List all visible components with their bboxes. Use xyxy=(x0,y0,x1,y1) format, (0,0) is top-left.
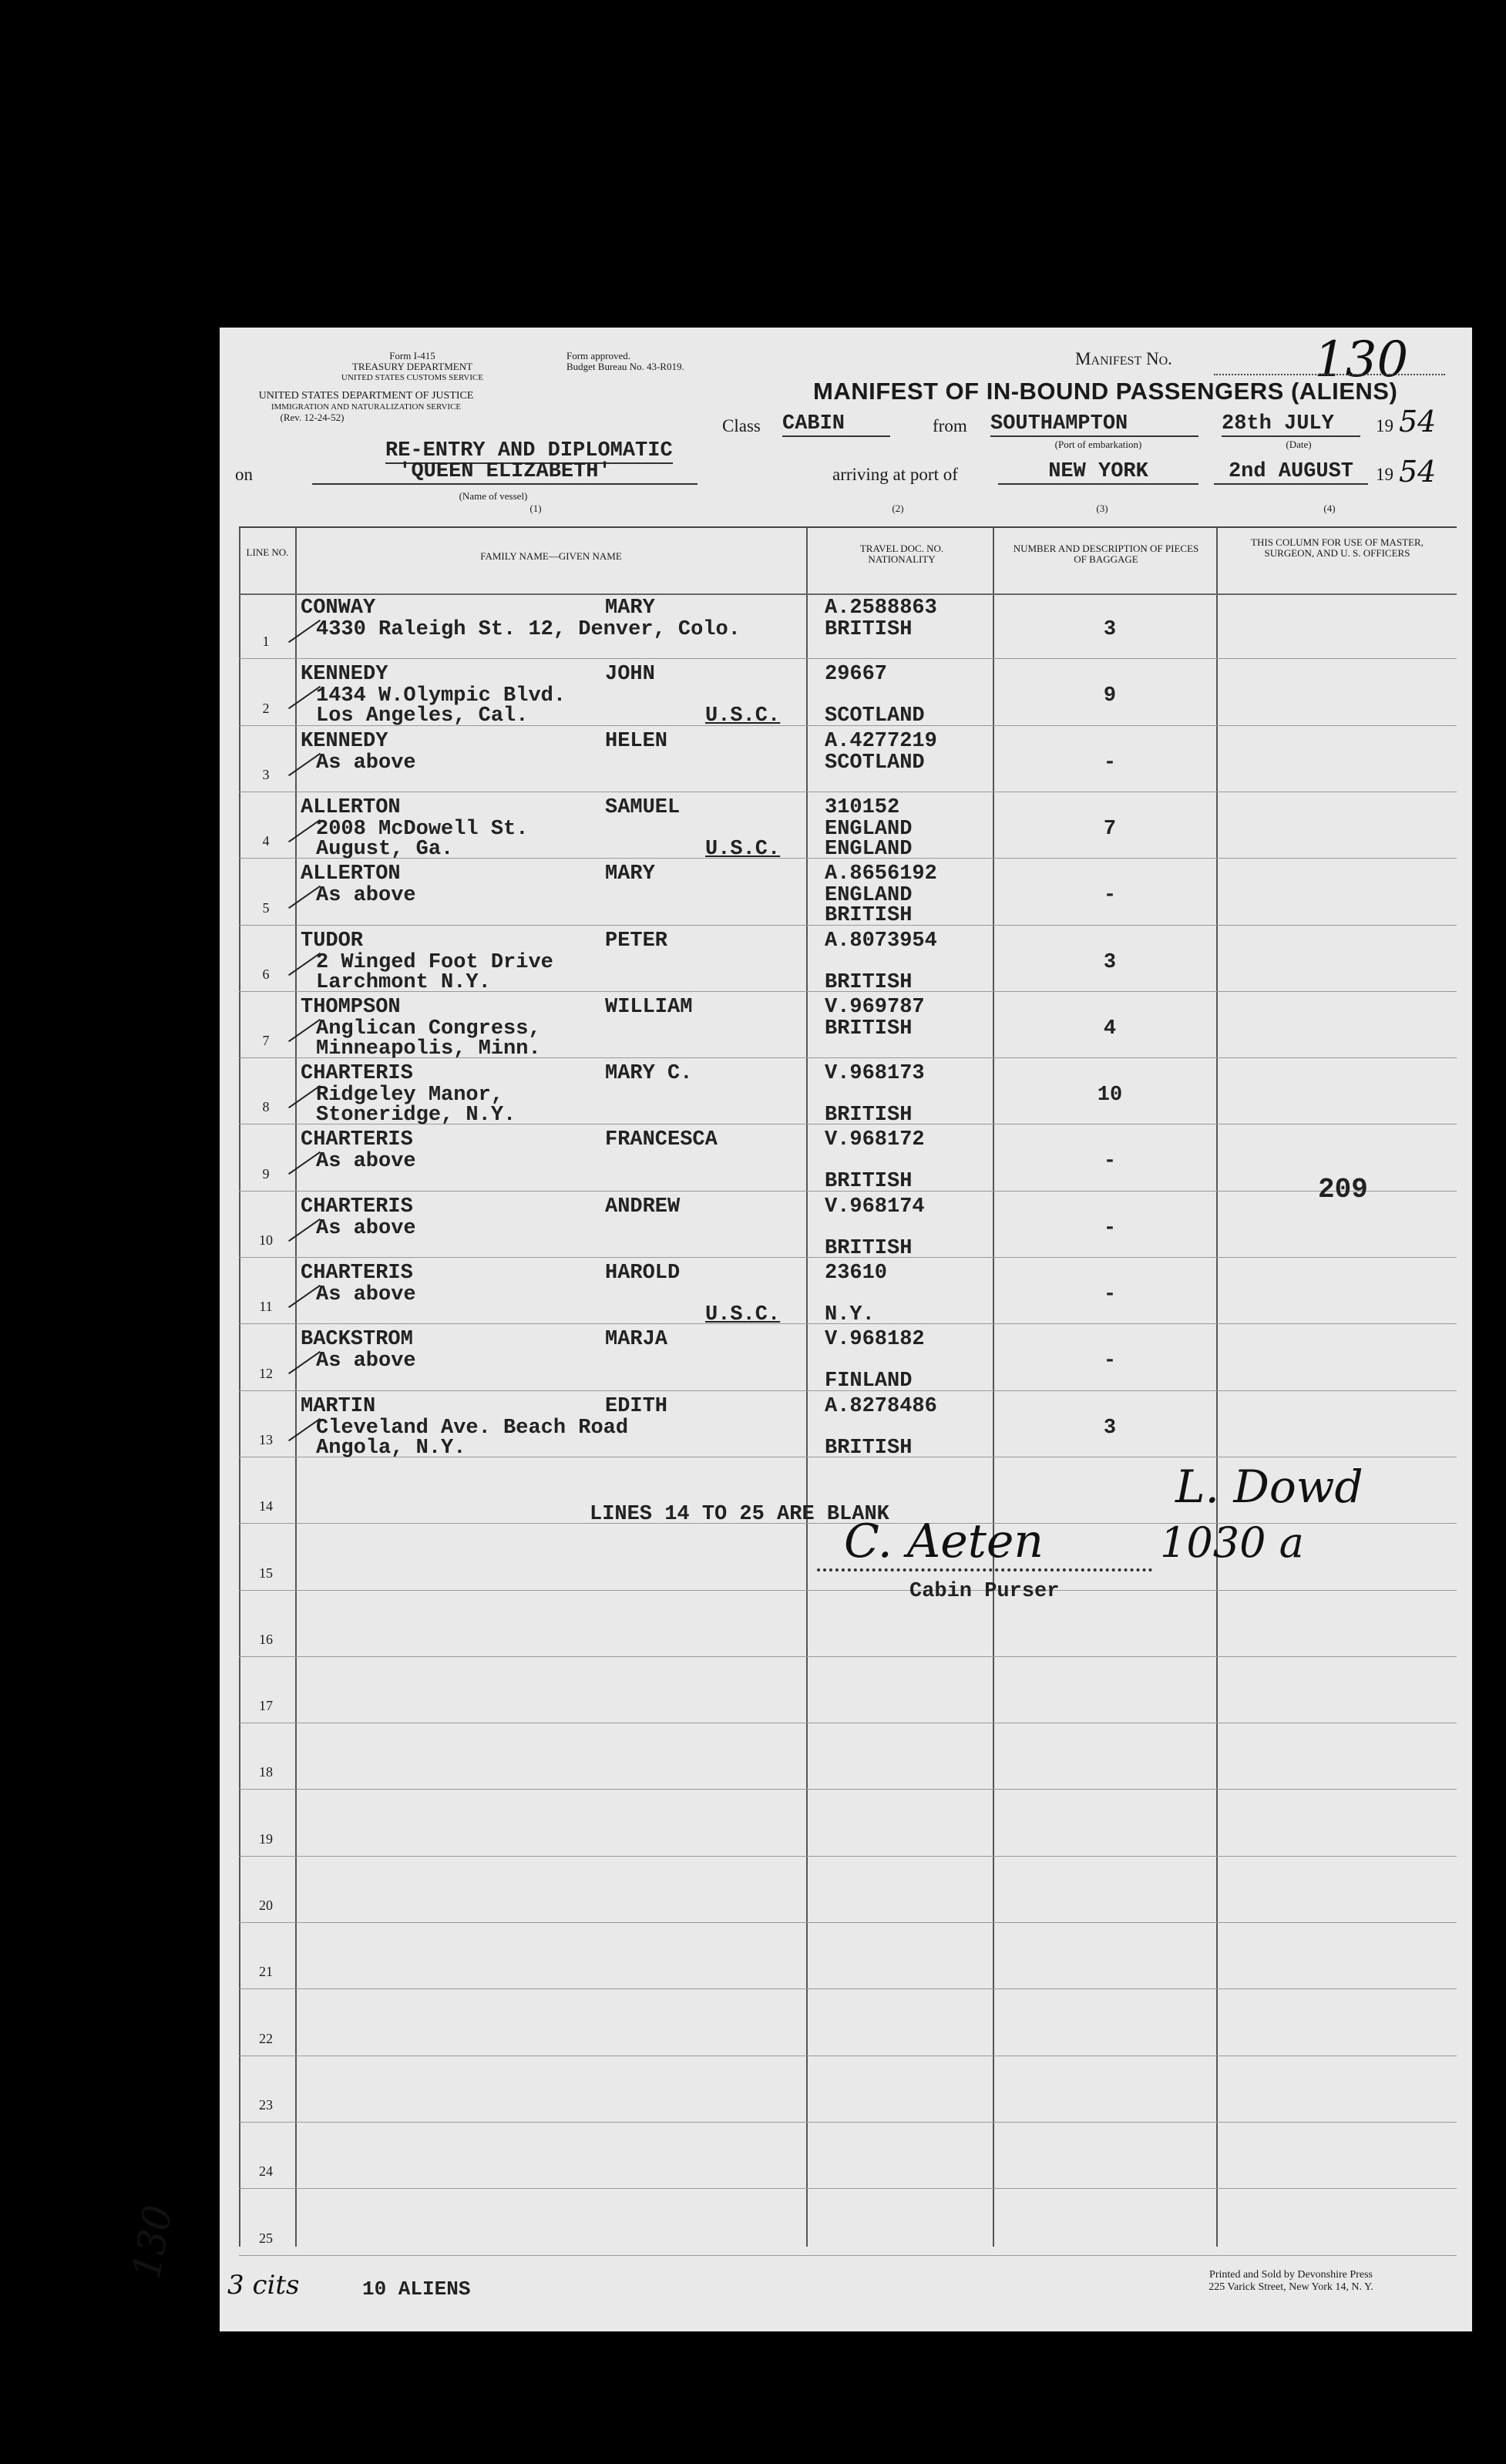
line-number: 21 xyxy=(259,1964,273,1979)
header-officers: THIS COLUMN FOR USE OF MASTER, SURGEON, AND U. S. OFFICERS xyxy=(1251,536,1424,559)
family-name: KENNEDY xyxy=(301,730,388,753)
line-number: 2 xyxy=(262,701,270,716)
line-number: 23 xyxy=(259,2097,273,2113)
purser-label: Cabin Purser xyxy=(909,1580,1060,1603)
baggage-count: 3 xyxy=(1103,618,1117,641)
form-revision: (Rev. 12-24-52) xyxy=(280,412,345,423)
on-label: on xyxy=(235,465,253,484)
line-number: 4 xyxy=(262,833,270,849)
address-line-2: Los Angeles, Cal. xyxy=(316,704,529,728)
row-rule xyxy=(239,1856,1457,1857)
given-name: FRANCESCA xyxy=(605,1128,718,1151)
travel-doc-no: V.968174 xyxy=(825,1195,925,1219)
baggage-count: - xyxy=(1103,751,1117,775)
line-number: 18 xyxy=(259,1764,273,1780)
manifest-no-label: Manifest No. xyxy=(1075,349,1172,368)
baggage-count: - xyxy=(1103,884,1117,907)
class-value: CABIN xyxy=(782,412,890,437)
baggage-count: 4 xyxy=(1103,1017,1117,1040)
baggage-count: - xyxy=(1103,1150,1117,1173)
given-name: JOHN xyxy=(605,663,655,686)
travel-doc-no: V.969787 xyxy=(825,996,925,1019)
row-rule xyxy=(239,1789,1457,1790)
nationality-2: ENGLAND xyxy=(825,838,913,861)
family-name: CHARTERIS xyxy=(301,1262,413,1285)
citizenship: U.S.C. xyxy=(705,1303,781,1326)
travel-doc-no: A.4277219 xyxy=(825,730,937,753)
punch-hole xyxy=(131,382,170,420)
address-line-1: Cleveland Ave. Beach Road xyxy=(316,1417,629,1440)
address-line-1: 2008 McDowell St. xyxy=(316,818,529,841)
line-number: 14 xyxy=(259,1498,273,1514)
travel-doc-no: A.8073954 xyxy=(825,929,937,953)
nationality-2: BRITISH xyxy=(825,1104,913,1127)
family-name: CONWAY xyxy=(301,597,376,620)
travel-doc-no: A.8656192 xyxy=(825,862,937,886)
travel-doc-no: V.968172 xyxy=(825,1128,925,1151)
row-rule xyxy=(239,2255,1457,2256)
margin-number: 130 xyxy=(123,2201,181,2283)
vessel-caption: (Name of vessel) xyxy=(459,490,528,502)
given-name: EDITH xyxy=(605,1395,668,1418)
family-name: BACKSTROM xyxy=(301,1328,413,1351)
line-number: 6 xyxy=(262,966,270,982)
citizenship: U.S.C. xyxy=(705,704,781,728)
given-name: ANDREW xyxy=(605,1195,681,1219)
baggage-count: 3 xyxy=(1103,951,1117,974)
form-approved: Form approved. xyxy=(566,350,631,361)
dept-treasury: TREASURY DEPARTMENT xyxy=(351,361,473,372)
col-num-3: (3) xyxy=(1096,503,1108,514)
document-title: MANIFEST OF IN-BOUND PASSENGERS (ALIENS) xyxy=(813,378,1398,405)
line-number: 12 xyxy=(259,1366,273,1381)
punch-hole xyxy=(131,482,170,520)
address-line-1: As above xyxy=(316,1217,416,1240)
arrival-port-value: NEW YORK xyxy=(998,460,1198,485)
baggage-count: 7 xyxy=(1103,818,1117,841)
vessel-value: 'QUEEN ELIZABETH' xyxy=(312,460,698,485)
line-number: 13 xyxy=(259,1432,273,1447)
address-line-1: As above xyxy=(316,751,416,775)
address-line-1: Ridgeley Manor, xyxy=(316,1084,504,1107)
nationality-2: BRITISH xyxy=(825,904,913,927)
address-line-2: August, Ga. xyxy=(316,838,454,861)
punch-hole xyxy=(131,1892,170,1931)
arrival-date-value: 2nd AUGUST xyxy=(1214,460,1368,485)
family-name: CHARTERIS xyxy=(301,1195,413,1219)
line-number: 19 xyxy=(259,1831,273,1847)
line-number: 15 xyxy=(259,1565,273,1581)
family-name: THOMPSON xyxy=(301,996,401,1019)
year-prefix-1: 19 xyxy=(1376,416,1393,435)
baggage-count: - xyxy=(1103,1283,1117,1306)
family-name: ALLERTON xyxy=(301,862,401,886)
family-name: MARTIN xyxy=(301,1395,376,1418)
given-name: HAROLD xyxy=(605,1262,681,1285)
line-number: 20 xyxy=(259,1898,273,1913)
address-line-1: As above xyxy=(316,1350,416,1373)
line-number: 11 xyxy=(259,1299,273,1314)
header-name: FAMILY NAME—GIVEN NAME xyxy=(480,550,622,562)
line-number: 10 xyxy=(259,1232,273,1248)
punch-hole xyxy=(131,1638,170,1676)
baggage-count: 10 xyxy=(1097,1084,1123,1107)
address-line-1: 1434 W.Olympic Blvd. xyxy=(316,684,566,708)
purser-signature: C. Aeten xyxy=(844,1514,1044,1568)
class-label: Class xyxy=(722,416,761,435)
line-number: 22 xyxy=(259,2031,273,2046)
line-number: 17 xyxy=(259,1698,273,1713)
nationality-2: BRITISH xyxy=(825,1437,913,1460)
baggage-count: 3 xyxy=(1103,1417,1117,1440)
footer-cits: 3 cits xyxy=(227,2270,300,2301)
citizenship: U.S.C. xyxy=(705,838,781,861)
footer-aliens: 10 ALIENS xyxy=(362,2277,471,2301)
travel-doc-no: 29667 xyxy=(825,663,888,686)
travel-doc-no: V.968182 xyxy=(825,1328,925,1351)
header-line-no: LINE NO. xyxy=(246,546,289,558)
punch-hole xyxy=(131,624,170,663)
manifest-no-underline xyxy=(1214,374,1445,375)
nationality-2: SCOTLAND xyxy=(825,704,925,728)
family-name: ALLERTON xyxy=(301,796,401,819)
address-line-1: Anglican Congress, xyxy=(316,1017,541,1040)
header-travel-doc: TRAVEL DOC. NO. NATIONALITY xyxy=(859,543,944,565)
year-prefix-2: 19 xyxy=(1376,465,1393,484)
nationality: ENGLAND xyxy=(825,884,913,907)
travel-doc-no: A.2588863 xyxy=(825,597,937,620)
year-1: 54 xyxy=(1399,405,1437,439)
travel-doc-no: 310152 xyxy=(825,796,900,819)
given-name: SAMUEL xyxy=(605,796,681,819)
form-number: Form I-415 xyxy=(389,350,435,361)
row-rule xyxy=(239,1656,1457,1657)
nationality: ENGLAND xyxy=(825,818,913,841)
travel-doc-no: V.968173 xyxy=(825,1062,925,1085)
line-number: 8 xyxy=(262,1099,270,1114)
category-value: RE-ENTRY AND DIPLOMATIC xyxy=(385,439,673,462)
date-caption: (Date) xyxy=(1286,439,1312,450)
given-name: MARY C. xyxy=(605,1062,693,1085)
address-line-2: Larchmont N.Y. xyxy=(316,971,491,994)
line-number: 7 xyxy=(262,1033,270,1048)
given-name: MARY xyxy=(605,597,655,620)
dept-customs: UNITED STATES CUSTOMS SERVICE xyxy=(341,373,484,382)
punch-hole xyxy=(131,882,170,921)
family-name: CHARTERIS xyxy=(301,1128,413,1151)
family-name: TUDOR xyxy=(301,929,364,953)
manifest-page xyxy=(123,328,1472,2331)
address-line-1: As above xyxy=(316,1283,416,1306)
from-label: from xyxy=(933,416,967,435)
blank-lines-note: LINES 14 TO 25 ARE BLANK xyxy=(590,1503,889,1526)
line-number: 1 xyxy=(262,634,270,649)
family-name: CHARTERIS xyxy=(301,1062,413,1085)
given-name: PETER xyxy=(605,929,668,953)
signature-line xyxy=(817,1568,1152,1572)
travel-doc-no: 23610 xyxy=(825,1262,888,1285)
time-note: 1030 a xyxy=(1160,1518,1304,1567)
punch-hole xyxy=(131,2085,170,2123)
line-number: 16 xyxy=(259,1632,273,1647)
row-rule xyxy=(239,1590,1457,1591)
address-line-1: 2 Winged Foot Drive xyxy=(316,951,553,974)
port-embark-value: SOUTHAMPTON xyxy=(990,412,1198,437)
punch-hole xyxy=(131,1141,170,1179)
year-2: 54 xyxy=(1399,455,1437,489)
arriving-label: arriving at port of xyxy=(832,465,958,484)
printer-line-2: 225 Varick Street, New York 14, N. Y. xyxy=(1208,2281,1373,2293)
address-line-2: Angola, N.Y. xyxy=(316,1437,466,1460)
row-rule xyxy=(239,2188,1457,2189)
nationality: SCOTLAND xyxy=(825,751,925,775)
line-number: 9 xyxy=(262,1166,270,1182)
given-name: MARJA xyxy=(605,1328,668,1351)
given-name: WILLIAM xyxy=(605,996,693,1019)
port-embark-caption: (Port of embarkation) xyxy=(1054,439,1142,450)
baggage-count: - xyxy=(1103,1350,1117,1373)
nationality: BRITISH xyxy=(825,618,913,641)
travel-doc-no: A.8278486 xyxy=(825,1395,937,1418)
col-num-1: (1) xyxy=(529,503,542,514)
header-baggage: NUMBER AND DESCRIPTION OF PIECES OF BAGGAGE xyxy=(1013,543,1199,565)
nationality-2: BRITISH xyxy=(825,971,913,994)
address-line-1: As above xyxy=(316,884,416,907)
address-line-1: 4330 Raleigh St. 12, Denver, Colo. xyxy=(316,618,741,641)
line-number: 25 xyxy=(259,2230,273,2246)
budget-bureau: Budget Bureau No. 43-R019. xyxy=(566,361,684,372)
officer-note: 209 xyxy=(1318,1174,1368,1205)
row-rule xyxy=(239,1922,1457,1923)
row-rule xyxy=(239,658,1457,659)
col-num-4: (4) xyxy=(1323,503,1336,514)
header-rule xyxy=(239,593,1457,595)
nationality-2: FINLAND xyxy=(825,1370,913,1393)
given-name: HELEN xyxy=(605,730,668,753)
line-number: 5 xyxy=(262,900,270,916)
officer-signature: L. Dowd xyxy=(1175,1461,1363,1513)
col-num-2: (2) xyxy=(892,503,904,514)
address-line-2: Minneapolis, Minn. xyxy=(316,1037,541,1061)
nationality-2: N.Y. xyxy=(825,1303,875,1326)
line-number: 3 xyxy=(262,767,270,782)
embark-date-value: 28th JULY xyxy=(1222,412,1360,437)
dept-ins: IMMIGRATION AND NATURALIZATION SERVICE xyxy=(271,402,462,412)
baggage-count: - xyxy=(1103,1217,1117,1240)
family-name: KENNEDY xyxy=(301,663,388,686)
printer-line-1: Printed and Sold by Devonshire Press xyxy=(1209,2269,1373,2281)
row-rule xyxy=(239,1988,1457,1989)
nationality: BRITISH xyxy=(825,1017,913,1040)
punch-hole xyxy=(131,2150,170,2189)
nationality-2: BRITISH xyxy=(825,1237,913,1260)
dept-justice: UNITED STATES DEPARTMENT OF JUSTICE xyxy=(258,390,474,402)
address-line-2: Stoneridge, N.Y. xyxy=(316,1104,516,1127)
given-name: MARY xyxy=(605,862,655,886)
row-rule xyxy=(239,2122,1457,2123)
baggage-count: 9 xyxy=(1103,684,1117,708)
address-line-1: As above xyxy=(316,1150,416,1173)
line-number: 24 xyxy=(259,2163,273,2179)
nationality-2: BRITISH xyxy=(825,1170,913,1193)
manifest-no-value: 130 xyxy=(1314,331,1409,388)
